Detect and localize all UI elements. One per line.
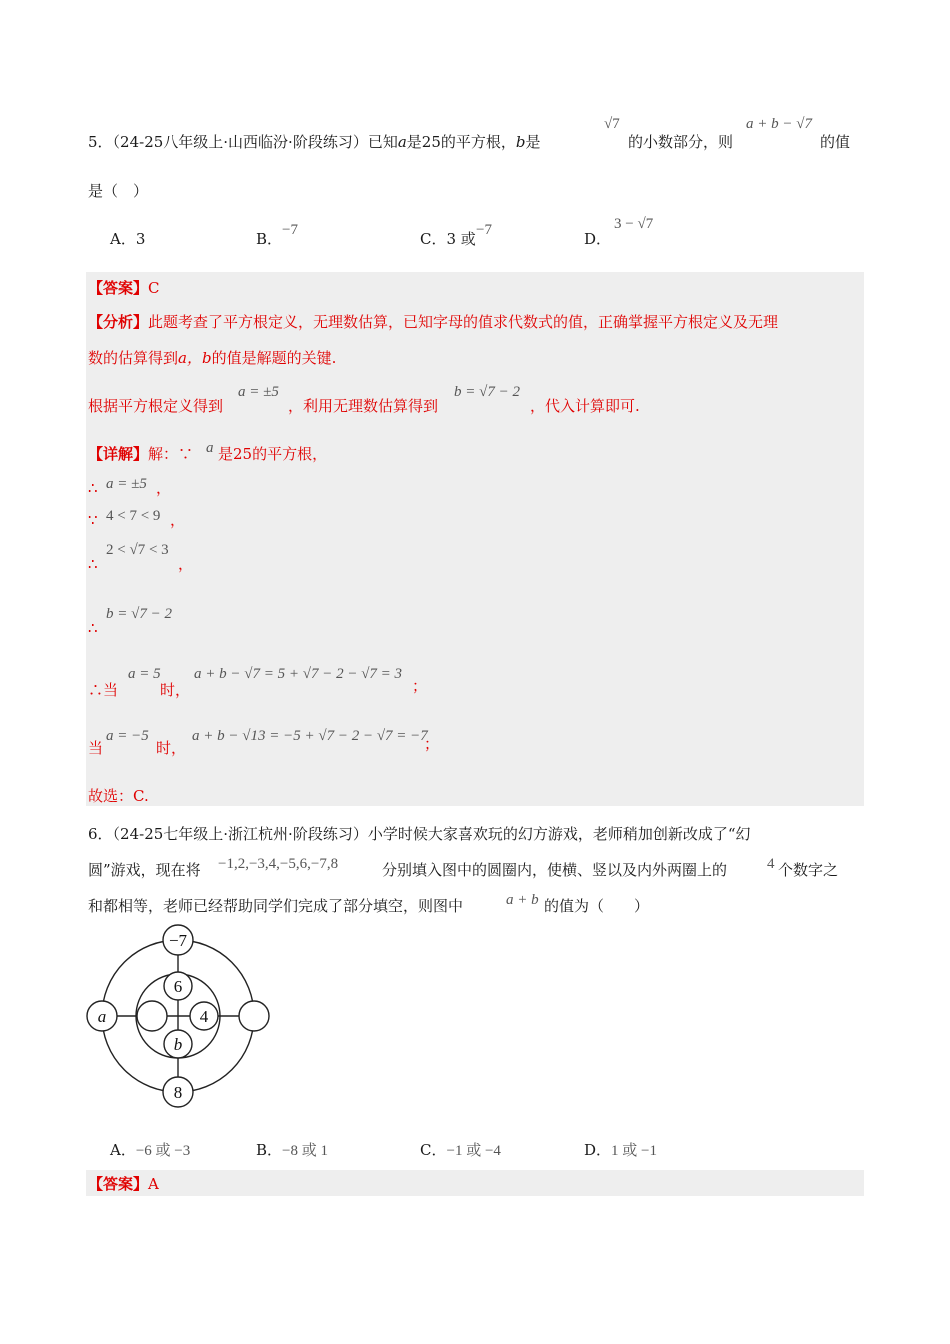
q5-step4-math: b = √7 − 2 <box>106 606 172 622</box>
q5-step1-end: ， <box>156 479 172 497</box>
q5-stem-line1 <box>88 132 541 152</box>
q6-stem-line2 <box>88 860 201 880</box>
q5-option-a[interactable] <box>110 229 145 249</box>
q6-option-c[interactable] <box>420 1140 501 1161</box>
answer-tag: 【答案】 <box>88 1175 149 1193</box>
q5-analysis-text: ，代入计算即可. <box>530 397 640 415</box>
q5-stem-text: 是 <box>525 133 541 151</box>
q5-stem-text: 的值 <box>820 133 851 151</box>
q5-conclusion: 故选：C. <box>88 787 149 805</box>
q5-step5-text: 时， <box>160 681 191 699</box>
q5-expression: a + b − √7 <box>746 116 812 132</box>
node-top-label: −7 <box>168 931 188 950</box>
q5-answer-box <box>86 272 864 806</box>
option-value: −8 或 1 <box>282 1143 328 1159</box>
q6-stem-text: 的值为（ ） <box>544 897 650 915</box>
option-value: −1 或 −4 <box>446 1143 501 1159</box>
q5-step5-math1: a = 5 <box>128 666 161 682</box>
option-value: 1 或 −1 <box>611 1143 657 1159</box>
q5-answer-line <box>88 278 160 298</box>
option-label: D． <box>584 230 612 248</box>
q6-source: （24-25七年级上·浙江杭州·阶段练习） <box>112 825 368 843</box>
q5-source: （24-25八年级上·山西临汾·阶段练习） <box>112 133 368 151</box>
option-label: A． <box>110 1141 136 1159</box>
q6-answer-box <box>86 1170 864 1196</box>
option-value: 3 <box>135 230 146 248</box>
q5-step1 <box>88 478 98 498</box>
q6-number-four: 4 <box>767 856 775 872</box>
q5-option-c[interactable] <box>420 229 476 249</box>
q6-stem-line1 <box>88 824 751 844</box>
q5-option-b-value: −7 <box>282 222 298 238</box>
q5-step2-math: 4 < 7 < 9 <box>106 508 161 524</box>
q5-stem-line2: 是（ ） <box>88 182 149 200</box>
node-outer-right <box>239 1001 269 1031</box>
q6-stem-text: 小学时候大家喜欢玩的幻方游戏，老师稍加创新改成了“幻 <box>367 825 751 843</box>
q5-step6 <box>88 738 103 758</box>
q5-analysis-line3 <box>88 396 223 416</box>
q6-stem-text: 个数字之 <box>778 861 839 879</box>
q5-step6-end: ； <box>424 735 440 753</box>
analysis-text: 的值是解题的关键. <box>211 349 337 367</box>
q6-number-list: −1,2,−3,4,−5,6,−7,8 <box>218 856 339 872</box>
detail-tag: 【详解】 <box>88 445 149 463</box>
q5-var-b: b <box>515 133 526 151</box>
q6-stem-text: 分别填入图中的圆圈内，使横、竖以及内外两圈上的 <box>382 861 728 879</box>
option-label: C． <box>420 230 447 248</box>
q5-step3-end: ， <box>178 555 194 573</box>
therefore-symbol: ∴ <box>88 479 98 497</box>
q6-option-b[interactable] <box>256 1140 328 1161</box>
step-text: 当 <box>88 739 104 757</box>
therefore-symbol: ∴ <box>88 619 98 637</box>
q5-analysis-text: ，利用无理数估算得到 <box>288 397 439 415</box>
q5-step5-math2: a + b − √7 = 5 + √7 − 2 − √7 = 3 <box>194 666 403 682</box>
q5-analysis-line2 <box>88 348 336 368</box>
node-inner-top-label: 6 <box>173 977 183 996</box>
q5-step3-math: 2 < √7 < 3 <box>106 542 169 558</box>
q5-step4 <box>88 618 98 638</box>
analysis-vars: a，b <box>178 349 212 367</box>
q6-sum-expr: a + b <box>506 892 539 908</box>
option-label: D． <box>584 1141 612 1159</box>
option-value: −6 或 −3 <box>135 1143 191 1159</box>
q6-stem-line3 <box>88 896 463 916</box>
option-label: B． <box>256 230 283 248</box>
therefore-symbol: ∴ <box>88 555 98 573</box>
q6-option-d[interactable] <box>584 1140 657 1161</box>
option-label: A． <box>110 230 136 248</box>
q5-detail-text: 是25的平方根， <box>218 445 328 463</box>
q5-option-b[interactable] <box>256 229 282 249</box>
node-bottom-label: 8 <box>173 1083 183 1102</box>
because-symbol: ∵ <box>88 511 98 529</box>
q5-analysis-math1: a = ±5 <box>238 384 279 400</box>
analysis-tag: 【分析】 <box>88 313 149 331</box>
analysis-text: 根据平方根定义得到 <box>88 397 224 415</box>
q5-step6-math2: a + b − √13 = −5 + √7 − 2 − √7 = −7 <box>192 728 428 744</box>
q6-stem-text: 圆”游戏，现在将 <box>88 861 201 879</box>
q5-step2-end: ， <box>170 511 186 529</box>
analysis-text: 此题考查了平方根定义，无理数估算，已知字母的值求代数式的值，正确掌握平方根定义及无理 <box>148 313 779 331</box>
q6-stem-text: 和都相等，老师已经帮助同学们完成了部分填空，则图中 <box>88 897 464 915</box>
q5-step1-math: a = ±5 <box>106 476 147 492</box>
node-inner-left <box>137 1001 167 1031</box>
q5-step5 <box>88 680 118 700</box>
q5-detail-line1 <box>88 444 193 464</box>
q5-number: 5． <box>88 133 113 151</box>
option-label: B． <box>256 1141 283 1159</box>
q6-number: 6． <box>88 825 113 843</box>
q5-sqrt7: √7 <box>604 116 620 132</box>
node-outer-left-label: a <box>97 1007 107 1026</box>
q5-analysis-line1 <box>88 312 778 332</box>
q6-magic-circle-figure <box>84 924 274 1110</box>
q5-option-c-extra: −7 <box>476 222 492 238</box>
q5-step3 <box>88 554 98 574</box>
answer-value: A <box>148 1175 159 1193</box>
q5-step5-end: ； <box>412 677 428 695</box>
q6-answer-line <box>88 1174 159 1194</box>
q5-detail-math: a <box>206 440 214 456</box>
node-inner-right-label: 4 <box>199 1007 209 1026</box>
q5-option-d[interactable] <box>584 229 611 249</box>
q5-step6-math1: a = −5 <box>106 728 149 744</box>
answer-tag: 【答案】 <box>88 279 149 297</box>
q5-stem-text: 已知 <box>367 133 398 151</box>
q5-var-a: a <box>397 133 407 151</box>
option-label: C． <box>420 1141 447 1159</box>
q5-step2 <box>88 510 98 530</box>
q5-stem-text: 的小数部分，则 <box>628 133 734 151</box>
q5-stem-text: 是25的平方根， <box>406 133 516 151</box>
answer-value: C <box>148 279 160 297</box>
q5-step6-text: 时， <box>156 739 187 757</box>
analysis-text: 数的估算得到 <box>88 349 179 367</box>
node-inner-bottom-label: b <box>173 1035 183 1054</box>
q5-option-d-value: 3 − √7 <box>614 216 654 232</box>
detail-text: 解：∵ <box>148 445 194 463</box>
step-text: ∴当 <box>88 681 119 699</box>
q6-option-a[interactable] <box>110 1140 190 1161</box>
option-value: 3 或 <box>446 230 476 248</box>
q5-analysis-math2: b = √7 − 2 <box>454 384 520 400</box>
